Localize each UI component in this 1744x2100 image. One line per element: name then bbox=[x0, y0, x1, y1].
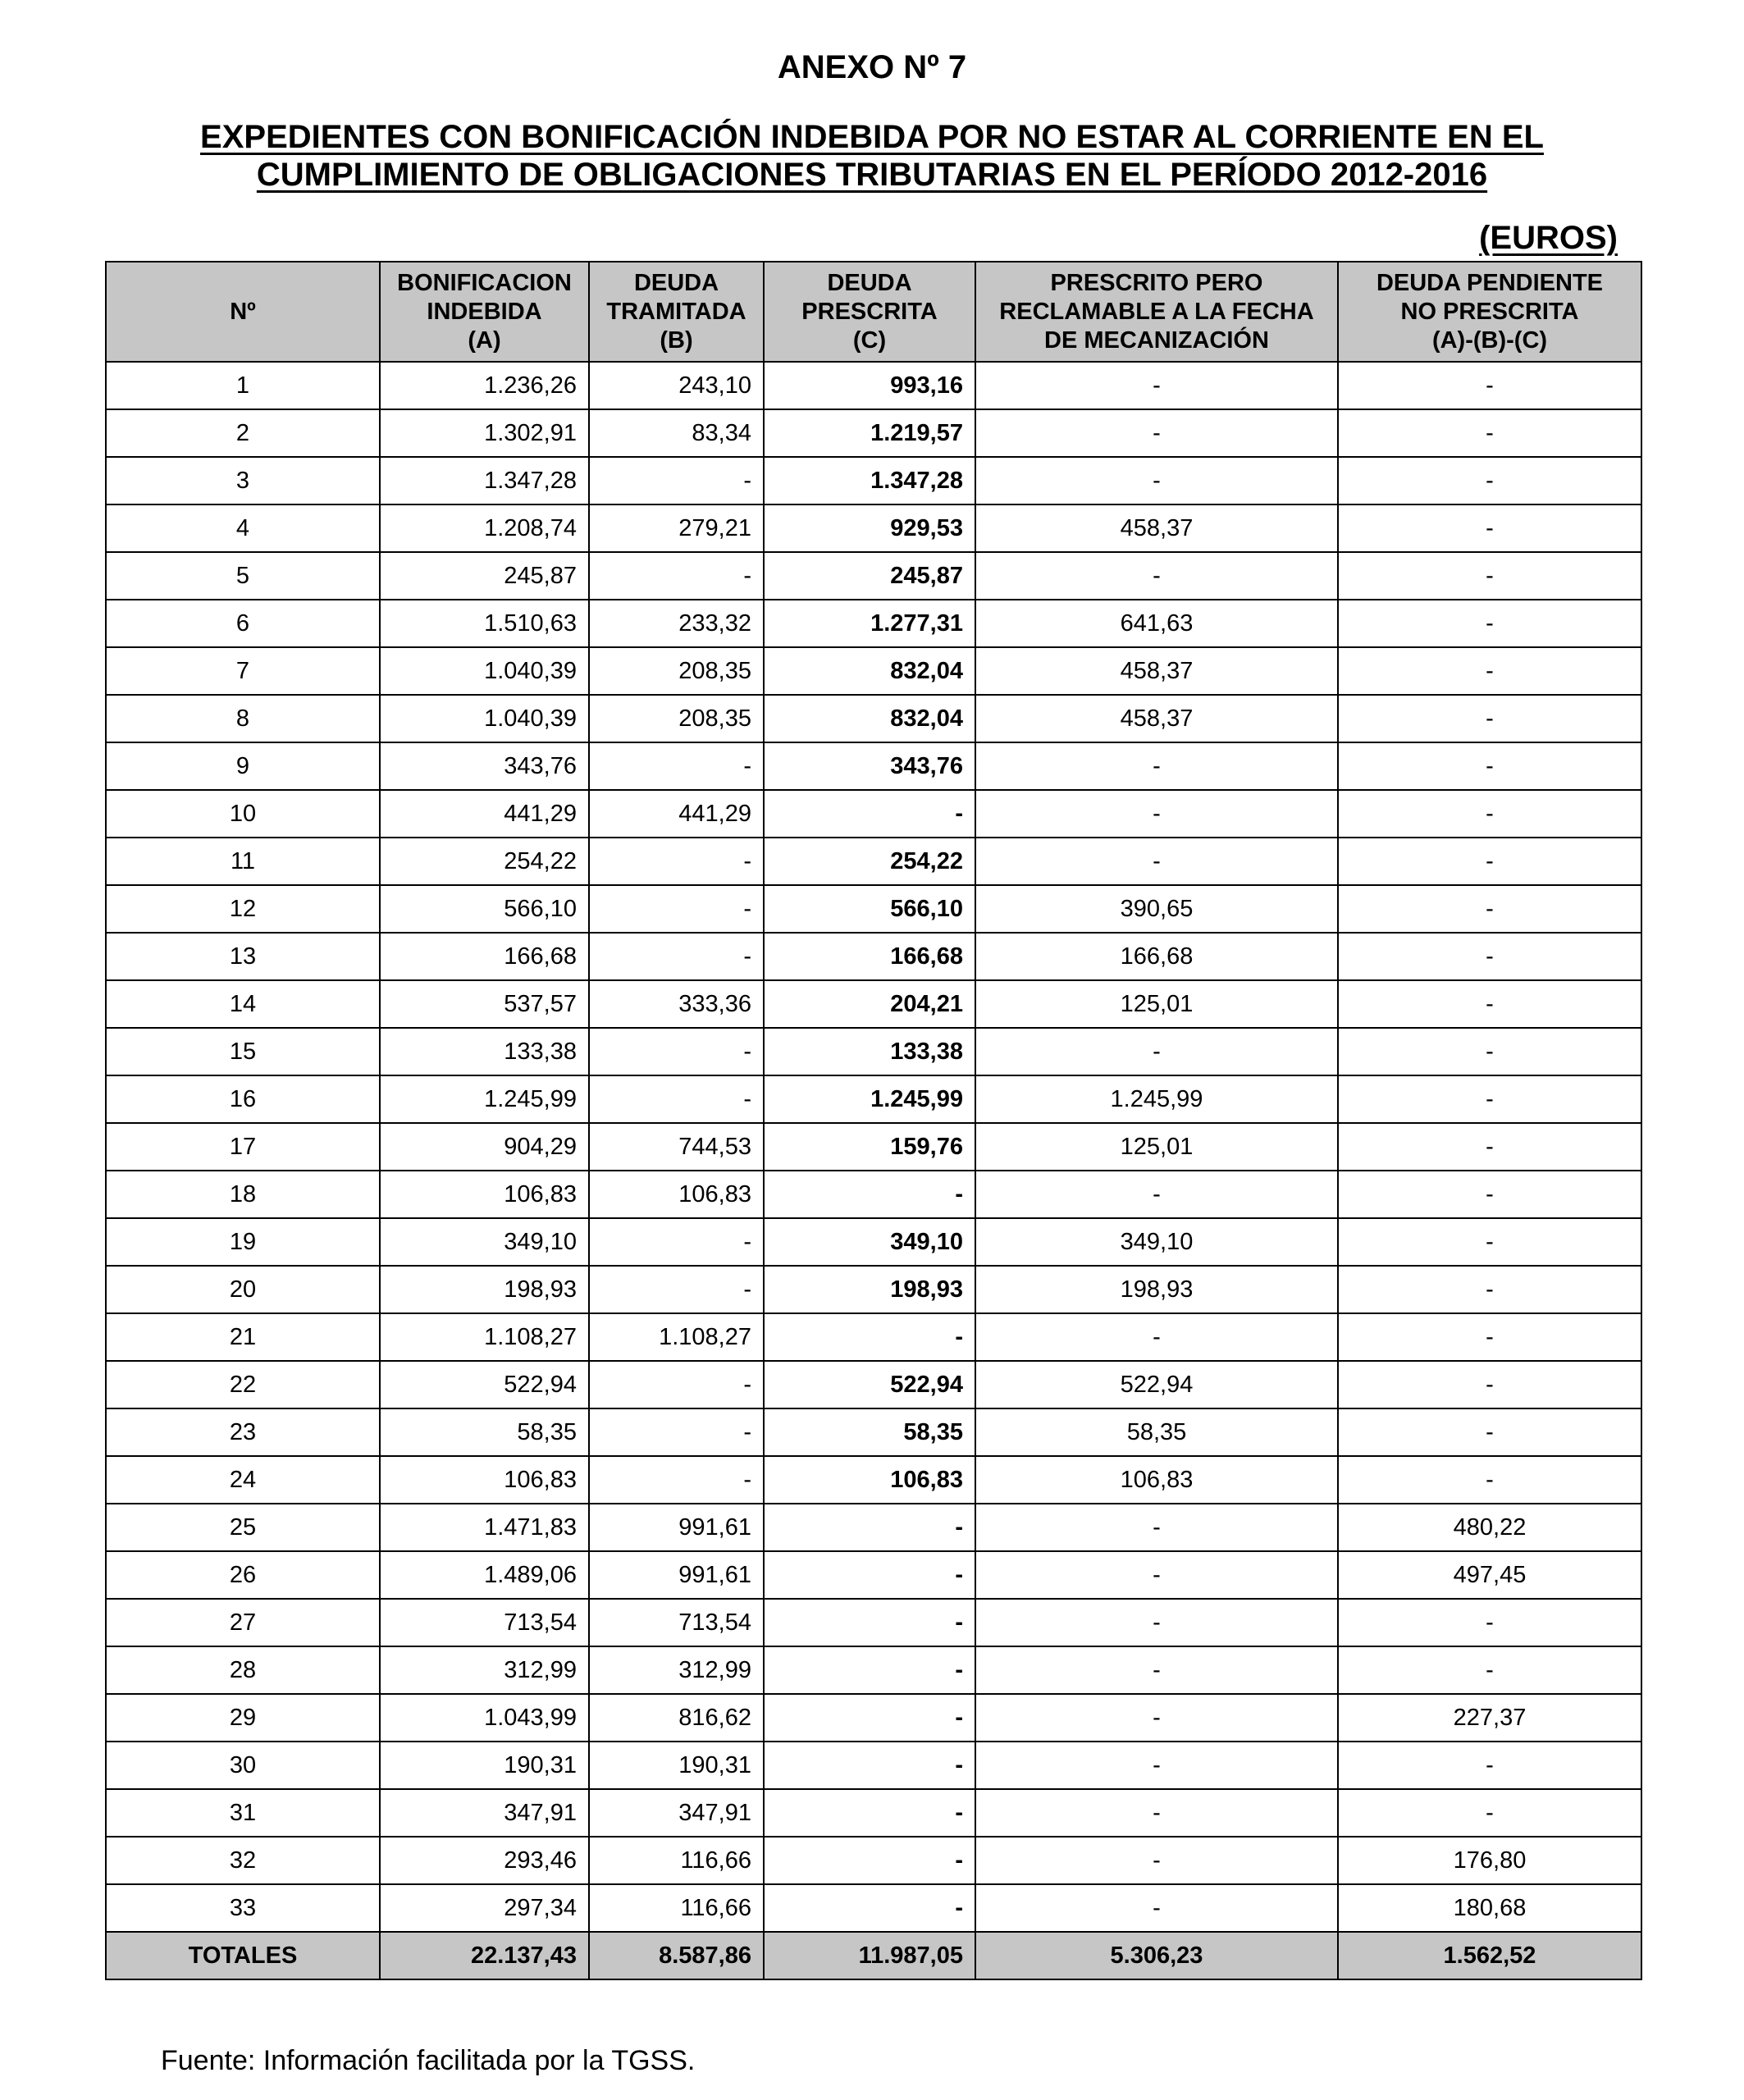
col-prescrito-reclamable-cell: 166,68 bbox=[975, 933, 1338, 980]
col-deuda-pendiente-cell: - bbox=[1338, 790, 1641, 838]
col-deuda-tramitada-cell: - bbox=[589, 933, 764, 980]
col-deuda-pendiente-cell: - bbox=[1338, 933, 1641, 980]
col-prescrito-reclamable-cell: 106,83 bbox=[975, 1456, 1338, 1504]
col-deuda-prescrita-cell: - bbox=[764, 790, 975, 838]
table-row bbox=[106, 552, 1641, 600]
col-deuda-pendiente-cell: - bbox=[1338, 552, 1641, 600]
col-bonificacion-indebida-cell: 441,29 bbox=[380, 790, 589, 838]
col-bonificacion-indebida-cell: 1.043,99 bbox=[380, 1694, 589, 1742]
col-prescrito-reclamable-cell: - bbox=[975, 1028, 1338, 1075]
col-deuda-tramitada-cell: 347,91 bbox=[589, 1789, 764, 1837]
col-bonificacion-indebida-cell: 1.208,74 bbox=[380, 504, 589, 552]
col-deuda-pendiente-cell: - bbox=[1338, 1742, 1641, 1789]
col-number-cell: 14 bbox=[106, 980, 380, 1028]
col-deuda-pendiente-cell: - bbox=[1338, 1456, 1641, 1504]
col-bonificacion-indebida-cell: 1.302,91 bbox=[380, 409, 589, 457]
col-prescrito-reclamable-cell: - bbox=[975, 1646, 1338, 1694]
col-number-cell: 24 bbox=[106, 1456, 380, 1504]
col-deuda-tramitada-cell: - bbox=[589, 1456, 764, 1504]
col-deuda-tramitada-cell: - bbox=[589, 742, 764, 790]
col-bonificacion-indebida-cell: 1.236,26 bbox=[380, 362, 589, 409]
col-prescrito-reclamable-cell: 390,65 bbox=[975, 885, 1338, 933]
col-deuda-pendiente-cell: 480,22 bbox=[1338, 1504, 1641, 1551]
total-col-bonificacion-indebida: 22.137,43 bbox=[380, 1932, 589, 1979]
col-deuda-prescrita-cell: 1.347,28 bbox=[764, 457, 975, 504]
table-row bbox=[106, 1408, 1641, 1456]
col-deuda-prescrita-cell: - bbox=[764, 1789, 975, 1837]
col-deuda-prescrita-cell: 159,76 bbox=[764, 1123, 975, 1171]
col-deuda-pendiente-cell: - bbox=[1338, 980, 1641, 1028]
col-deuda-tramitada-cell: 106,83 bbox=[589, 1171, 764, 1218]
col-deuda-tramitada-cell: - bbox=[589, 1075, 764, 1123]
col-bonificacion-indebida-cell: 1.510,63 bbox=[380, 600, 589, 647]
table-row bbox=[106, 1837, 1641, 1884]
header-col-deuda-pendiente: DEUDA PENDIENTE NO PRESCRITA (A)-(B)-(C) bbox=[1338, 262, 1641, 362]
col-deuda-tramitada-cell: - bbox=[589, 885, 764, 933]
col-number-cell: 1 bbox=[106, 362, 380, 409]
table-row bbox=[106, 1266, 1641, 1313]
col-number-cell: 33 bbox=[106, 1884, 380, 1932]
col-deuda-prescrita-cell: 349,10 bbox=[764, 1218, 975, 1266]
col-bonificacion-indebida-cell: 1.471,83 bbox=[380, 1504, 589, 1551]
col-deuda-prescrita-cell: 254,22 bbox=[764, 838, 975, 885]
col-deuda-tramitada-cell: 233,32 bbox=[589, 600, 764, 647]
col-number-cell: 12 bbox=[106, 885, 380, 933]
col-number-cell: 18 bbox=[106, 1171, 380, 1218]
col-deuda-prescrita-cell: 245,87 bbox=[764, 552, 975, 600]
table-row bbox=[106, 1456, 1641, 1504]
col-deuda-pendiente-cell: - bbox=[1338, 885, 1641, 933]
col-deuda-prescrita-cell: 522,94 bbox=[764, 1361, 975, 1408]
col-number-cell: 20 bbox=[106, 1266, 380, 1313]
col-deuda-prescrita-cell: 204,21 bbox=[764, 980, 975, 1028]
col-number-cell: 31 bbox=[106, 1789, 380, 1837]
col-deuda-prescrita-cell: - bbox=[764, 1313, 975, 1361]
col-deuda-tramitada-cell: - bbox=[589, 838, 764, 885]
col-number-cell: 25 bbox=[106, 1504, 380, 1551]
col-deuda-pendiente-cell: - bbox=[1338, 1123, 1641, 1171]
col-deuda-prescrita-cell: - bbox=[764, 1742, 975, 1789]
table-row bbox=[106, 838, 1641, 885]
col-deuda-pendiente-cell: - bbox=[1338, 600, 1641, 647]
bonification-table bbox=[105, 261, 1642, 1980]
col-deuda-pendiente-cell: - bbox=[1338, 695, 1641, 742]
col-prescrito-reclamable-cell: - bbox=[975, 552, 1338, 600]
col-prescrito-reclamable-cell: 1.245,99 bbox=[975, 1075, 1338, 1123]
col-prescrito-reclamable-cell: 641,63 bbox=[975, 600, 1338, 647]
table-row bbox=[106, 504, 1641, 552]
table-row bbox=[106, 1884, 1641, 1932]
col-deuda-tramitada-cell: 208,35 bbox=[589, 647, 764, 695]
col-deuda-prescrita-cell: 198,93 bbox=[764, 1266, 975, 1313]
header-col-deuda-tramitada: DEUDA TRAMITADA (B) bbox=[589, 262, 764, 362]
col-deuda-tramitada-cell: 190,31 bbox=[589, 1742, 764, 1789]
col-deuda-prescrita-cell: 566,10 bbox=[764, 885, 975, 933]
col-bonificacion-indebida-cell: 106,83 bbox=[380, 1456, 589, 1504]
col-bonificacion-indebida-cell: 133,38 bbox=[380, 1028, 589, 1075]
table-row bbox=[106, 647, 1641, 695]
col-prescrito-reclamable-cell: 522,94 bbox=[975, 1361, 1338, 1408]
header-col-deuda-prescrita: DEUDA PRESCRITA (C) bbox=[764, 262, 975, 362]
col-bonificacion-indebida-cell: 1.040,39 bbox=[380, 695, 589, 742]
table-row bbox=[106, 790, 1641, 838]
col-number-cell: 6 bbox=[106, 600, 380, 647]
col-prescrito-reclamable-cell: 458,37 bbox=[975, 504, 1338, 552]
col-number-cell: 11 bbox=[106, 838, 380, 885]
col-deuda-tramitada-cell: 116,66 bbox=[589, 1884, 764, 1932]
total-col-prescrito-reclamable: 5.306,23 bbox=[975, 1932, 1338, 1979]
col-deuda-pendiente-cell: 227,37 bbox=[1338, 1694, 1641, 1742]
col-deuda-tramitada-cell: 116,66 bbox=[589, 1837, 764, 1884]
col-deuda-prescrita-cell: 58,35 bbox=[764, 1408, 975, 1456]
col-prescrito-reclamable-cell: - bbox=[975, 457, 1338, 504]
col-prescrito-reclamable-cell: - bbox=[975, 1694, 1338, 1742]
col-bonificacion-indebida-cell: 198,93 bbox=[380, 1266, 589, 1313]
col-deuda-tramitada-cell: 991,61 bbox=[589, 1551, 764, 1599]
table-body bbox=[106, 362, 1641, 1932]
col-deuda-pendiente-cell: - bbox=[1338, 1313, 1641, 1361]
col-prescrito-reclamable-cell: - bbox=[975, 1171, 1338, 1218]
col-deuda-tramitada-cell: 991,61 bbox=[589, 1504, 764, 1551]
col-bonificacion-indebida-cell: 522,94 bbox=[380, 1361, 589, 1408]
col-number-cell: 9 bbox=[106, 742, 380, 790]
col-deuda-prescrita-cell: - bbox=[764, 1837, 975, 1884]
col-deuda-pendiente-cell: - bbox=[1338, 1789, 1641, 1837]
col-number-cell: 2 bbox=[106, 409, 380, 457]
col-prescrito-reclamable-cell: - bbox=[975, 409, 1338, 457]
col-deuda-tramitada-cell: - bbox=[589, 1266, 764, 1313]
col-deuda-tramitada-cell: 333,36 bbox=[589, 980, 764, 1028]
col-prescrito-reclamable-cell: - bbox=[975, 1313, 1338, 1361]
table-row bbox=[106, 457, 1641, 504]
title-line-2: CUMPLIMIENTO DE OBLIGACIONES TRIBUTARIAS EN EL PERÍODO 2012-2016 bbox=[256, 157, 1488, 193]
header-col-bonificacion-indebida: BONIFICACION INDEBIDA (A) bbox=[380, 262, 589, 362]
col-number-cell: 21 bbox=[106, 1313, 380, 1361]
col-deuda-tramitada-cell: 279,21 bbox=[589, 504, 764, 552]
col-prescrito-reclamable-cell: - bbox=[975, 362, 1338, 409]
table-header bbox=[106, 262, 1641, 362]
header-row bbox=[106, 262, 1641, 362]
table-row bbox=[106, 1171, 1641, 1218]
col-deuda-pendiente-cell: - bbox=[1338, 1361, 1641, 1408]
col-number-cell: 30 bbox=[106, 1742, 380, 1789]
col-bonificacion-indebida-cell: 343,76 bbox=[380, 742, 589, 790]
col-bonificacion-indebida-cell: 190,31 bbox=[380, 1742, 589, 1789]
col-number-cell: 13 bbox=[106, 933, 380, 980]
col-prescrito-reclamable-cell: - bbox=[975, 838, 1338, 885]
col-number-cell: 16 bbox=[106, 1075, 380, 1123]
col-bonificacion-indebida-cell: 293,46 bbox=[380, 1837, 589, 1884]
col-bonificacion-indebida-cell: 297,34 bbox=[380, 1884, 589, 1932]
col-deuda-tramitada-cell: 243,10 bbox=[589, 362, 764, 409]
table-row bbox=[106, 885, 1641, 933]
table-row bbox=[106, 1789, 1641, 1837]
table-row bbox=[106, 1504, 1641, 1551]
col-deuda-prescrita-cell: - bbox=[764, 1694, 975, 1742]
table-footer bbox=[106, 1932, 1641, 1979]
col-number-cell: 22 bbox=[106, 1361, 380, 1408]
table-row bbox=[106, 742, 1641, 790]
col-deuda-pendiente-cell: - bbox=[1338, 1408, 1641, 1456]
col-deuda-prescrita-cell: - bbox=[764, 1599, 975, 1646]
col-deuda-prescrita-cell: - bbox=[764, 1171, 975, 1218]
col-deuda-prescrita-cell: 993,16 bbox=[764, 362, 975, 409]
col-deuda-tramitada-cell: - bbox=[589, 1028, 764, 1075]
col-deuda-prescrita-cell: - bbox=[764, 1551, 975, 1599]
col-number-cell: 4 bbox=[106, 504, 380, 552]
col-deuda-pendiente-cell: - bbox=[1338, 457, 1641, 504]
col-bonificacion-indebida-cell: 106,83 bbox=[380, 1171, 589, 1218]
col-bonificacion-indebida-cell: 245,87 bbox=[380, 552, 589, 600]
col-bonificacion-indebida-cell: 347,91 bbox=[380, 1789, 589, 1837]
col-bonificacion-indebida-cell: 1.489,06 bbox=[380, 1551, 589, 1599]
col-deuda-pendiente-cell: - bbox=[1338, 647, 1641, 695]
col-deuda-tramitada-cell: 441,29 bbox=[589, 790, 764, 838]
col-deuda-prescrita-cell: 832,04 bbox=[764, 647, 975, 695]
col-deuda-tramitada-cell: 83,34 bbox=[589, 409, 764, 457]
col-prescrito-reclamable-cell: 125,01 bbox=[975, 980, 1338, 1028]
col-deuda-prescrita-cell: - bbox=[764, 1646, 975, 1694]
source-note: Fuente: Información facilitada por la TGSS. bbox=[161, 2045, 696, 2076]
totals-row bbox=[106, 1932, 1641, 1979]
col-deuda-prescrita-cell: 133,38 bbox=[764, 1028, 975, 1075]
col-deuda-prescrita-cell: 1.219,57 bbox=[764, 409, 975, 457]
col-deuda-pendiente-cell: - bbox=[1338, 409, 1641, 457]
col-prescrito-reclamable-cell: 458,37 bbox=[975, 695, 1338, 742]
table-row bbox=[106, 1075, 1641, 1123]
col-prescrito-reclamable-cell: - bbox=[975, 1599, 1338, 1646]
col-number-cell: 27 bbox=[106, 1599, 380, 1646]
col-deuda-pendiente-cell: - bbox=[1338, 1075, 1641, 1123]
table-row bbox=[106, 1123, 1641, 1171]
col-bonificacion-indebida-cell: 166,68 bbox=[380, 933, 589, 980]
col-deuda-tramitada-cell: - bbox=[589, 1408, 764, 1456]
table-row bbox=[106, 1599, 1641, 1646]
col-deuda-prescrita-cell: 1.277,31 bbox=[764, 600, 975, 647]
col-deuda-prescrita-cell: - bbox=[764, 1884, 975, 1932]
table-row bbox=[106, 1694, 1641, 1742]
table-row bbox=[106, 695, 1641, 742]
col-prescrito-reclamable-cell: 458,37 bbox=[975, 647, 1338, 695]
col-deuda-prescrita-cell: 929,53 bbox=[764, 504, 975, 552]
col-number-cell: 23 bbox=[106, 1408, 380, 1456]
col-deuda-tramitada-cell: 208,35 bbox=[589, 695, 764, 742]
col-deuda-tramitada-cell: 312,99 bbox=[589, 1646, 764, 1694]
total-col-deuda-tramitada: 8.587,86 bbox=[589, 1932, 764, 1979]
header-col-prescrito-reclamable: PRESCRITO PERO RECLAMABLE A LA FECHA DE MECANIZACIÓN bbox=[975, 262, 1338, 362]
col-prescrito-reclamable-cell: - bbox=[975, 1837, 1338, 1884]
col-prescrito-reclamable-cell: - bbox=[975, 1742, 1338, 1789]
col-number-cell: 5 bbox=[106, 552, 380, 600]
col-deuda-pendiente-cell: - bbox=[1338, 1646, 1641, 1694]
col-deuda-tramitada-cell: - bbox=[589, 552, 764, 600]
col-deuda-pendiente-cell: - bbox=[1338, 1171, 1641, 1218]
col-deuda-pendiente-cell: - bbox=[1338, 1028, 1641, 1075]
col-prescrito-reclamable-cell: 58,35 bbox=[975, 1408, 1338, 1456]
col-number-cell: 28 bbox=[106, 1646, 380, 1694]
col-prescrito-reclamable-cell: - bbox=[975, 742, 1338, 790]
col-prescrito-reclamable-cell: 349,10 bbox=[975, 1218, 1338, 1266]
table-row bbox=[106, 1742, 1641, 1789]
col-deuda-pendiente-cell: - bbox=[1338, 1218, 1641, 1266]
col-deuda-prescrita-cell: 832,04 bbox=[764, 695, 975, 742]
col-deuda-tramitada-cell: 713,54 bbox=[589, 1599, 764, 1646]
col-bonificacion-indebida-cell: 904,29 bbox=[380, 1123, 589, 1171]
table-row bbox=[106, 1361, 1641, 1408]
table-row bbox=[106, 933, 1641, 980]
col-number-cell: 19 bbox=[106, 1218, 380, 1266]
col-bonificacion-indebida-cell: 1.108,27 bbox=[380, 1313, 589, 1361]
col-bonificacion-indebida-cell: 713,54 bbox=[380, 1599, 589, 1646]
table-row bbox=[106, 409, 1641, 457]
col-number-cell: 17 bbox=[106, 1123, 380, 1171]
title-line-1: EXPEDIENTES CON BONIFICACIÓN INDEBIDA POR NO ESTAR AL CORRIENTE EN EL bbox=[200, 119, 1544, 155]
col-deuda-pendiente-cell: - bbox=[1338, 1266, 1641, 1313]
col-number-cell: 3 bbox=[106, 457, 380, 504]
col-bonificacion-indebida-cell: 312,99 bbox=[380, 1646, 589, 1694]
col-deuda-pendiente-cell: - bbox=[1338, 1599, 1641, 1646]
col-deuda-pendiente-cell: - bbox=[1338, 504, 1641, 552]
col-deuda-prescrita-cell: 1.245,99 bbox=[764, 1075, 975, 1123]
col-bonificacion-indebida-cell: 566,10 bbox=[380, 885, 589, 933]
col-number-cell: 7 bbox=[106, 647, 380, 695]
col-bonificacion-indebida-cell: 1.040,39 bbox=[380, 647, 589, 695]
annex-title: ANEXO Nº 7 bbox=[777, 49, 967, 85]
col-bonificacion-indebida-cell: 349,10 bbox=[380, 1218, 589, 1266]
table-row bbox=[106, 1218, 1641, 1266]
col-bonificacion-indebida-cell: 254,22 bbox=[380, 838, 589, 885]
col-deuda-prescrita-cell: 343,76 bbox=[764, 742, 975, 790]
col-deuda-tramitada-cell: 1.108,27 bbox=[589, 1313, 764, 1361]
col-bonificacion-indebida-cell: 58,35 bbox=[380, 1408, 589, 1456]
table-row bbox=[106, 980, 1641, 1028]
col-number-cell: 26 bbox=[106, 1551, 380, 1599]
col-prescrito-reclamable-cell: 198,93 bbox=[975, 1266, 1338, 1313]
table-row bbox=[106, 1646, 1641, 1694]
col-bonificacion-indebida-cell: 537,57 bbox=[380, 980, 589, 1028]
col-number-cell: 29 bbox=[106, 1694, 380, 1742]
col-bonificacion-indebida-cell: 1.245,99 bbox=[380, 1075, 589, 1123]
col-deuda-pendiente-cell: - bbox=[1338, 362, 1641, 409]
units-label: (EUROS) bbox=[1479, 220, 1618, 256]
col-number-cell: 32 bbox=[106, 1837, 380, 1884]
table-row bbox=[106, 600, 1641, 647]
col-number-cell: 8 bbox=[106, 695, 380, 742]
table-row bbox=[106, 362, 1641, 409]
col-deuda-prescrita-cell: 106,83 bbox=[764, 1456, 975, 1504]
col-prescrito-reclamable-cell: - bbox=[975, 1789, 1338, 1837]
col-prescrito-reclamable-cell: - bbox=[975, 790, 1338, 838]
col-prescrito-reclamable-cell: 125,01 bbox=[975, 1123, 1338, 1171]
table-row bbox=[106, 1551, 1641, 1599]
col-deuda-tramitada-cell: 744,53 bbox=[589, 1123, 764, 1171]
totals-label: TOTALES bbox=[106, 1932, 380, 1979]
col-number-cell: 15 bbox=[106, 1028, 380, 1075]
col-deuda-tramitada-cell: 816,62 bbox=[589, 1694, 764, 1742]
col-prescrito-reclamable-cell: - bbox=[975, 1504, 1338, 1551]
col-prescrito-reclamable-cell: - bbox=[975, 1551, 1338, 1599]
header-col-number: Nº bbox=[106, 262, 380, 362]
page-title bbox=[0, 118, 1744, 194]
col-deuda-prescrita-cell: 166,68 bbox=[764, 933, 975, 980]
col-number-cell: 10 bbox=[106, 790, 380, 838]
total-col-deuda-prescrita: 11.987,05 bbox=[764, 1932, 975, 1979]
col-deuda-pendiente-cell: 497,45 bbox=[1338, 1551, 1641, 1599]
table-row bbox=[106, 1313, 1641, 1361]
col-deuda-tramitada-cell: - bbox=[589, 1218, 764, 1266]
col-deuda-pendiente-cell: - bbox=[1338, 742, 1641, 790]
col-deuda-tramitada-cell: - bbox=[589, 457, 764, 504]
col-deuda-pendiente-cell: 180,68 bbox=[1338, 1884, 1641, 1932]
col-deuda-tramitada-cell: - bbox=[589, 1361, 764, 1408]
total-col-deuda-pendiente: 1.562,52 bbox=[1338, 1932, 1641, 1979]
table-row bbox=[106, 1028, 1641, 1075]
col-deuda-pendiente-cell: 176,80 bbox=[1338, 1837, 1641, 1884]
col-deuda-pendiente-cell: - bbox=[1338, 838, 1641, 885]
col-prescrito-reclamable-cell: - bbox=[975, 1884, 1338, 1932]
col-deuda-prescrita-cell: - bbox=[764, 1504, 975, 1551]
col-bonificacion-indebida-cell: 1.347,28 bbox=[380, 457, 589, 504]
